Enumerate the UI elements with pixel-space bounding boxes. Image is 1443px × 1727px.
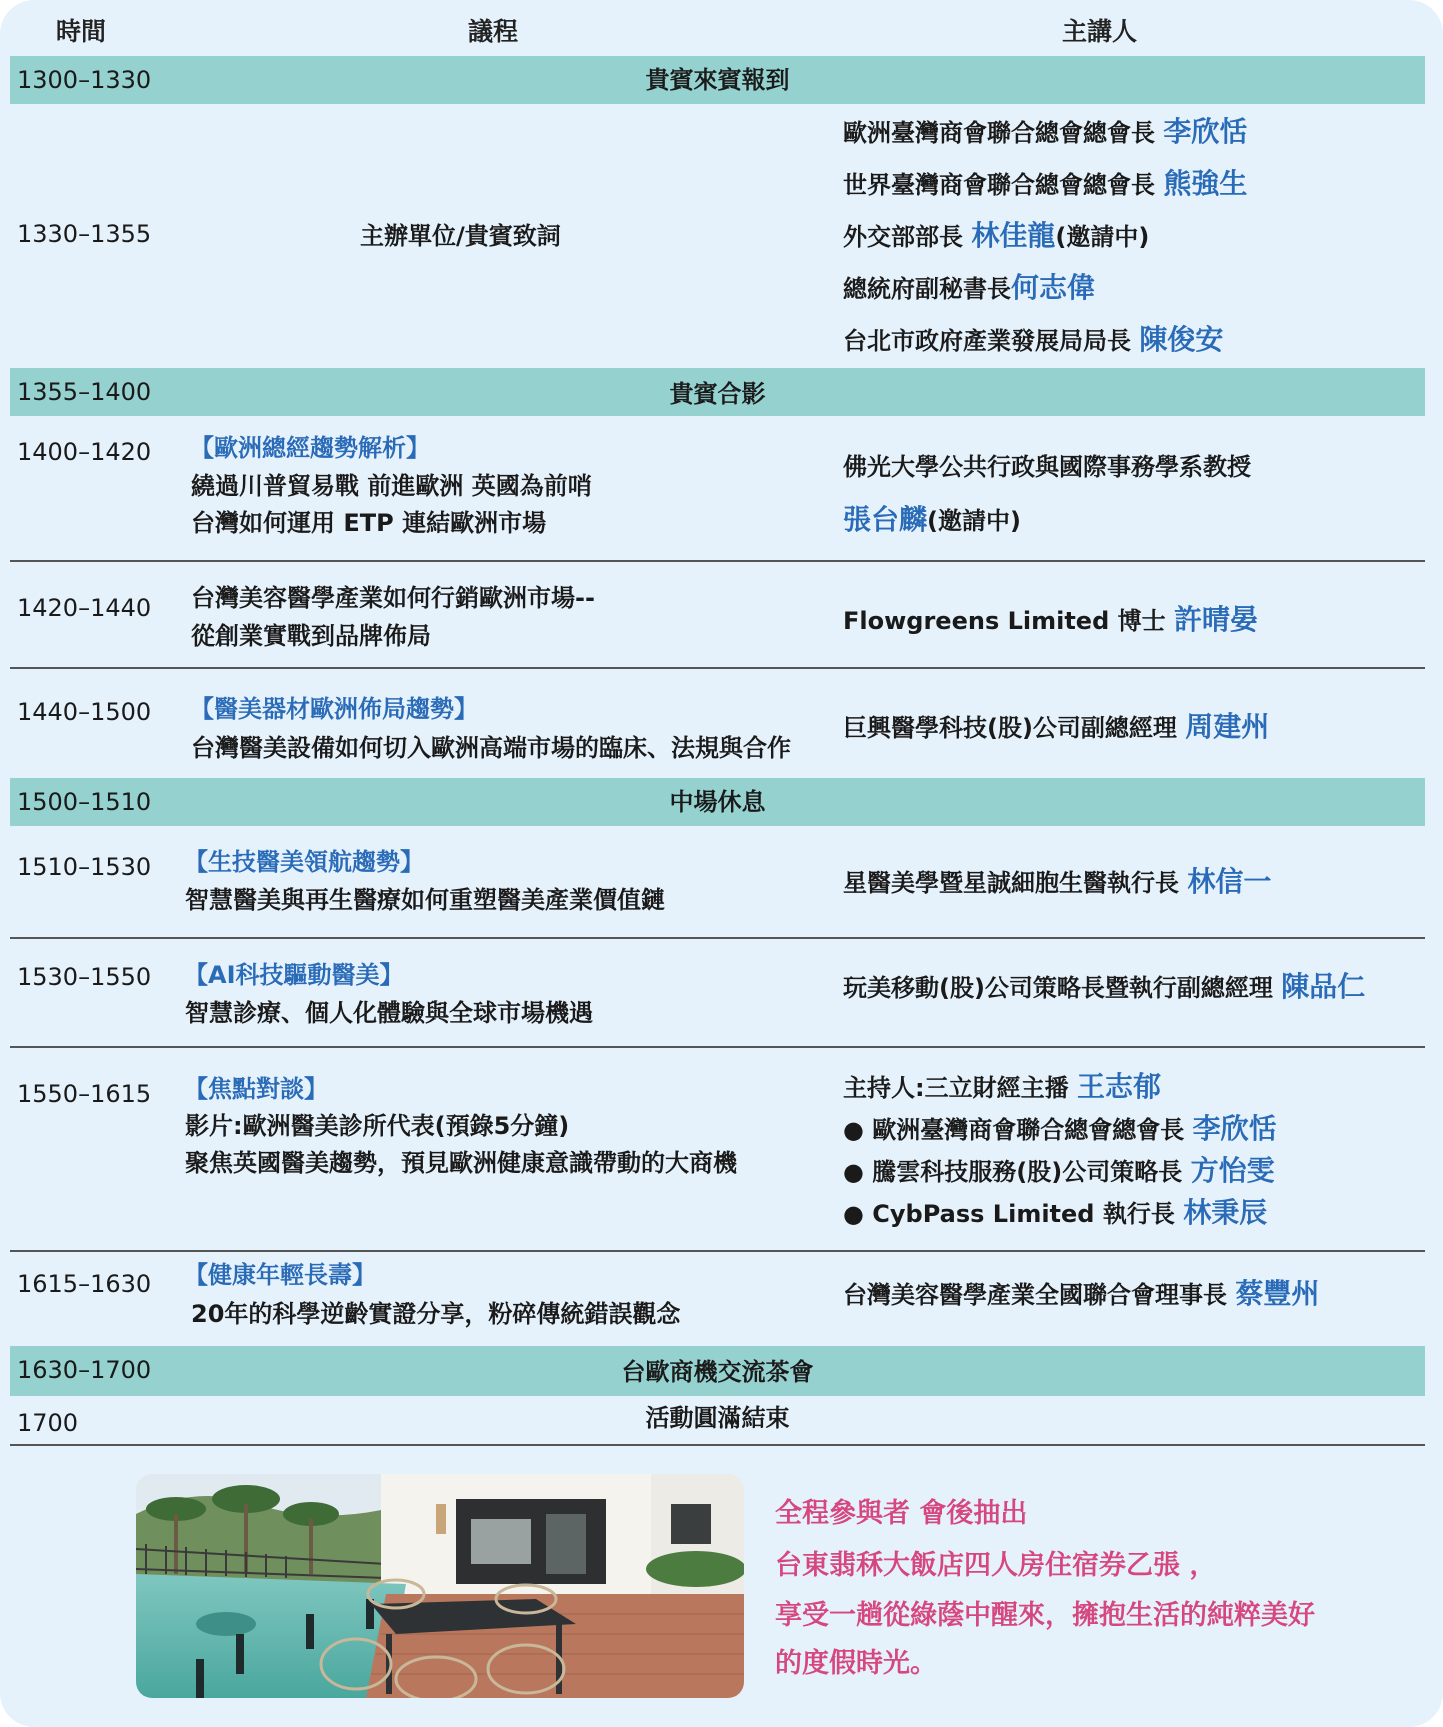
row-time: 1630–1700 [17,1356,152,1384]
agenda-line: 台灣美容醫學產業如何行銷歐洲市場-- [191,584,595,612]
speaker-line: Flowgreens Limited 博士 許晴晏 [843,603,1258,636]
speaker-name: 何志偉 [1011,271,1096,304]
topic-title: 【歐洲總經趨勢解析】 [190,434,430,462]
promo-line: 享受一趟從綠蔭中醒來，擁抱生活的純粹美好 [775,1600,1315,1631]
topic-title: 【焦點對談】 [184,1075,328,1103]
speaker-role: 佛光大學公共行政與國際事務學系教授 [843,453,1251,481]
row-divider [10,1444,1425,1446]
agenda-line: 主辦單位/貴賓致詞 [360,222,561,250]
row-divider [10,667,1425,669]
row-divider [10,1046,1425,1048]
row-title: 台歐商機交流茶會 [621,1358,814,1386]
speaker-name: 張台麟 [843,503,928,536]
speaker-name: 周建州 [1185,710,1270,743]
row-time: 1400–1420 [17,438,152,466]
row-time: 1550–1615 [17,1080,152,1108]
speaker-name: 林秉辰 [1183,1196,1268,1229]
row-time: 1300–1330 [17,66,152,94]
panel-line: ● 歐洲臺灣商會聯合總會總會長 李欣恬 [843,1112,1277,1145]
speaker-name: 王志郁 [1076,1070,1161,1103]
speaker-line: 台灣美容醫學產業全國聯合會理事長 蔡豐州 [843,1277,1320,1310]
header-time: 時間 [56,17,107,46]
agenda-line: 台灣如何運用 ETP 連結歐洲市場 [191,509,547,537]
agenda-line: 20年的科學逆齡實證分享，粉碎傳統錯誤觀念 [191,1300,681,1328]
speaker-name: 陳俊安 [1139,323,1224,356]
agenda-line: 影片:歐洲醫美診所代表(預錄5分鐘) [185,1112,570,1140]
speaker-name: 李欣恬 [1192,1112,1277,1145]
agenda-line: 繞過川普貿易戰 前進歐洲 英國為前哨 [191,472,592,500]
speaker-name: 蔡豐州 [1235,1277,1320,1310]
promo-line: 台東翡秝大飯店四人房住宿券乙張 ， [775,1550,1217,1581]
row-divider [10,1250,1425,1252]
row-title: 貴賓來賓報到 [645,66,790,94]
speaker-line: 張台麟(邀請中) [843,503,1021,536]
speaker-name: 方怡雯 [1190,1154,1275,1187]
hotel-photo [136,1474,744,1698]
speaker-name: 陳品仁 [1281,970,1366,1003]
header-agenda: 議程 [468,17,519,46]
panel-line: ● 騰雲科技服務(股)公司策略長 方怡雯 [843,1154,1275,1187]
row-time: 1510–1530 [17,853,152,881]
agenda-line: 從創業實戰到品牌佈局 [191,622,431,650]
row-time: 1420–1440 [17,594,152,622]
promo-line: 的度假時光。 [775,1648,937,1679]
speaker-name: 林信一 [1187,865,1272,898]
speaker-line: 歐洲臺灣商會聯合總會總會長 李欣恬 [843,115,1248,148]
speaker-line: 玩美移動(股)公司策略長暨執行副總經理 陳品仁 [843,970,1366,1003]
agenda-line: 聚焦英國醫美趨勢，預見歐洲健康意識帶動的大商機 [185,1149,737,1177]
speaker-line: 世界臺灣商會聯合總會總會長 熊強生 [843,167,1248,200]
speaker-name: 熊強生 [1163,167,1248,200]
row-time: 1700 [17,1409,79,1437]
host-line: 主持人:三立財經主播 王志郁 [843,1070,1161,1103]
topic-title: 【生技醫美領航趨勢】 [184,848,424,876]
speaker-line: 外交部部長 林佳龍(邀請中) [843,219,1150,252]
row-title: 貴賓合影 [669,380,766,408]
row-time: 1330–1355 [17,220,152,248]
speaker-name: 李欣恬 [1163,115,1248,148]
topic-title: 【醫美器材歐洲佈局趨勢】 [190,695,478,723]
row-time: 1355–1400 [17,378,152,406]
agenda-line: 智慧診療、個人化體驗與全球市場機遇 [185,999,593,1027]
panel-line: ● CybPass Limited 執行長 林秉辰 [843,1196,1268,1229]
speaker-line: 巨興醫學科技(股)公司副總經理 周建州 [843,710,1270,743]
topic-title: 【AI科技驅動醫美】 [184,961,404,989]
row-divider [10,560,1425,562]
speaker-name: 林佳龍 [971,219,1056,252]
row-time: 1500–1510 [17,788,152,816]
speaker-line: 台北市政府產業發展局局長 陳俊安 [843,323,1224,356]
topic-title: 【健康年輕長壽】 [184,1261,376,1289]
speaker-name: 許晴晏 [1173,603,1258,636]
agenda-line: 智慧醫美與再生醫療如何重塑醫美產業價值鏈 [185,886,665,914]
row-time: 1615–1630 [17,1270,152,1298]
speaker-line: 星醫美學暨星誠細胞生醫執行長 林信一 [843,865,1272,898]
row-divider [10,937,1425,939]
row-time: 1530–1550 [17,963,152,991]
row-time: 1440–1500 [17,698,152,726]
speaker-line: 總統府副秘書長何志偉 [843,271,1096,304]
agenda-line: 台灣醫美設備如何切入歐洲高端市場的臨床、法規與合作 [191,734,791,762]
row-title: 活動圓滿結束 [645,1404,790,1432]
row-title: 中場休息 [669,788,766,816]
header-speaker: 主講人 [1062,17,1138,46]
promo-line: 全程參與者 會後抽出 [775,1498,1028,1529]
